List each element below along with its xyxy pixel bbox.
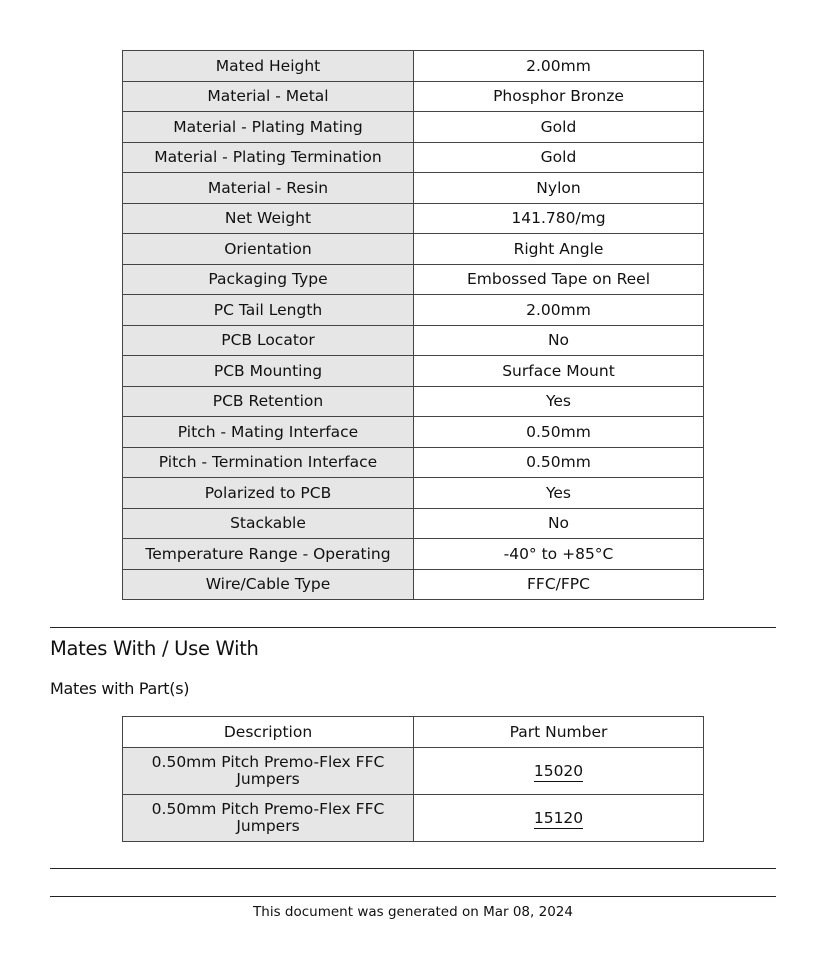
spec-label: Orientation [123, 234, 414, 265]
spec-label: Stackable [123, 508, 414, 539]
spec-value: 2.00mm [414, 295, 704, 326]
spec-label: PCB Locator [123, 325, 414, 356]
table-row [123, 417, 704, 448]
table-row [123, 539, 704, 570]
spec-value: 0.50mm [414, 447, 704, 478]
table-row [123, 112, 704, 143]
spec-label: PCB Mounting [123, 356, 414, 387]
spec-value: Phosphor Bronze [414, 81, 704, 112]
section-divider [50, 627, 776, 628]
table-row [123, 51, 704, 82]
table-row [123, 569, 704, 600]
spec-value: No [414, 508, 704, 539]
spec-value: FFC/FPC [414, 569, 704, 600]
part-number-link[interactable]: 15120 [533, 808, 584, 827]
table-row [123, 173, 704, 204]
column-header-description: Description [123, 717, 414, 748]
table-row [123, 748, 704, 795]
spec-value: 2.00mm [414, 51, 704, 82]
footer-divider [50, 896, 776, 897]
spec-label: Wire/Cable Type [123, 569, 414, 600]
mates-heading: Mates With / Use With [50, 637, 259, 660]
part-number-link[interactable]: 15020 [533, 761, 584, 780]
spec-label: Pitch - Termination Interface [123, 447, 414, 478]
spec-value: Nylon [414, 173, 704, 204]
mate-description: 0.50mm Pitch Premo-Flex FFC Jumpers [123, 748, 414, 795]
table-row [123, 325, 704, 356]
table-row [123, 478, 704, 509]
spec-value: 0.50mm [414, 417, 704, 448]
section-divider [50, 868, 776, 869]
spec-label: Packaging Type [123, 264, 414, 295]
column-header-part-number: Part Number [414, 717, 704, 748]
spec-label: PCB Retention [123, 386, 414, 417]
spec-value: Yes [414, 386, 704, 417]
specifications-table [122, 50, 704, 600]
table-row [123, 447, 704, 478]
table-row [123, 264, 704, 295]
spec-label: Temperature Range - Operating [123, 539, 414, 570]
spec-label: Net Weight [123, 203, 414, 234]
spec-value: No [414, 325, 704, 356]
spec-label: Material - Resin [123, 173, 414, 204]
spec-label: Material - Plating Mating [123, 112, 414, 143]
table-row [123, 234, 704, 265]
generation-footer: This document was generated on Mar 08, 2024 [253, 904, 573, 920]
table-row [123, 295, 704, 326]
spec-value: -40° to +85°C [414, 539, 704, 570]
table-row [123, 508, 704, 539]
table-row [123, 142, 704, 173]
table-row [123, 81, 704, 112]
table-row [123, 386, 704, 417]
table-row [123, 356, 704, 387]
spec-label: Polarized to PCB [123, 478, 414, 509]
spec-value: Embossed Tape on Reel [414, 264, 704, 295]
mates-table [122, 716, 704, 842]
spec-label: Mated Height [123, 51, 414, 82]
table-row [123, 203, 704, 234]
table-row [123, 795, 704, 842]
spec-label: PC Tail Length [123, 295, 414, 326]
mate-description: 0.50mm Pitch Premo-Flex FFC Jumpers [123, 795, 414, 842]
spec-label: Pitch - Mating Interface [123, 417, 414, 448]
table-header-row [123, 717, 704, 748]
spec-value: Gold [414, 142, 704, 173]
mates-subheading: Mates with Part(s) [50, 679, 190, 698]
spec-label: Material - Plating Termination [123, 142, 414, 173]
spec-value: Right Angle [414, 234, 704, 265]
spec-value: 141.780/mg [414, 203, 704, 234]
spec-label: Material - Metal [123, 81, 414, 112]
spec-value: Surface Mount [414, 356, 704, 387]
mate-part-number-cell [414, 795, 704, 842]
spec-value: Gold [414, 112, 704, 143]
spec-value: Yes [414, 478, 704, 509]
mate-part-number-cell [414, 748, 704, 795]
